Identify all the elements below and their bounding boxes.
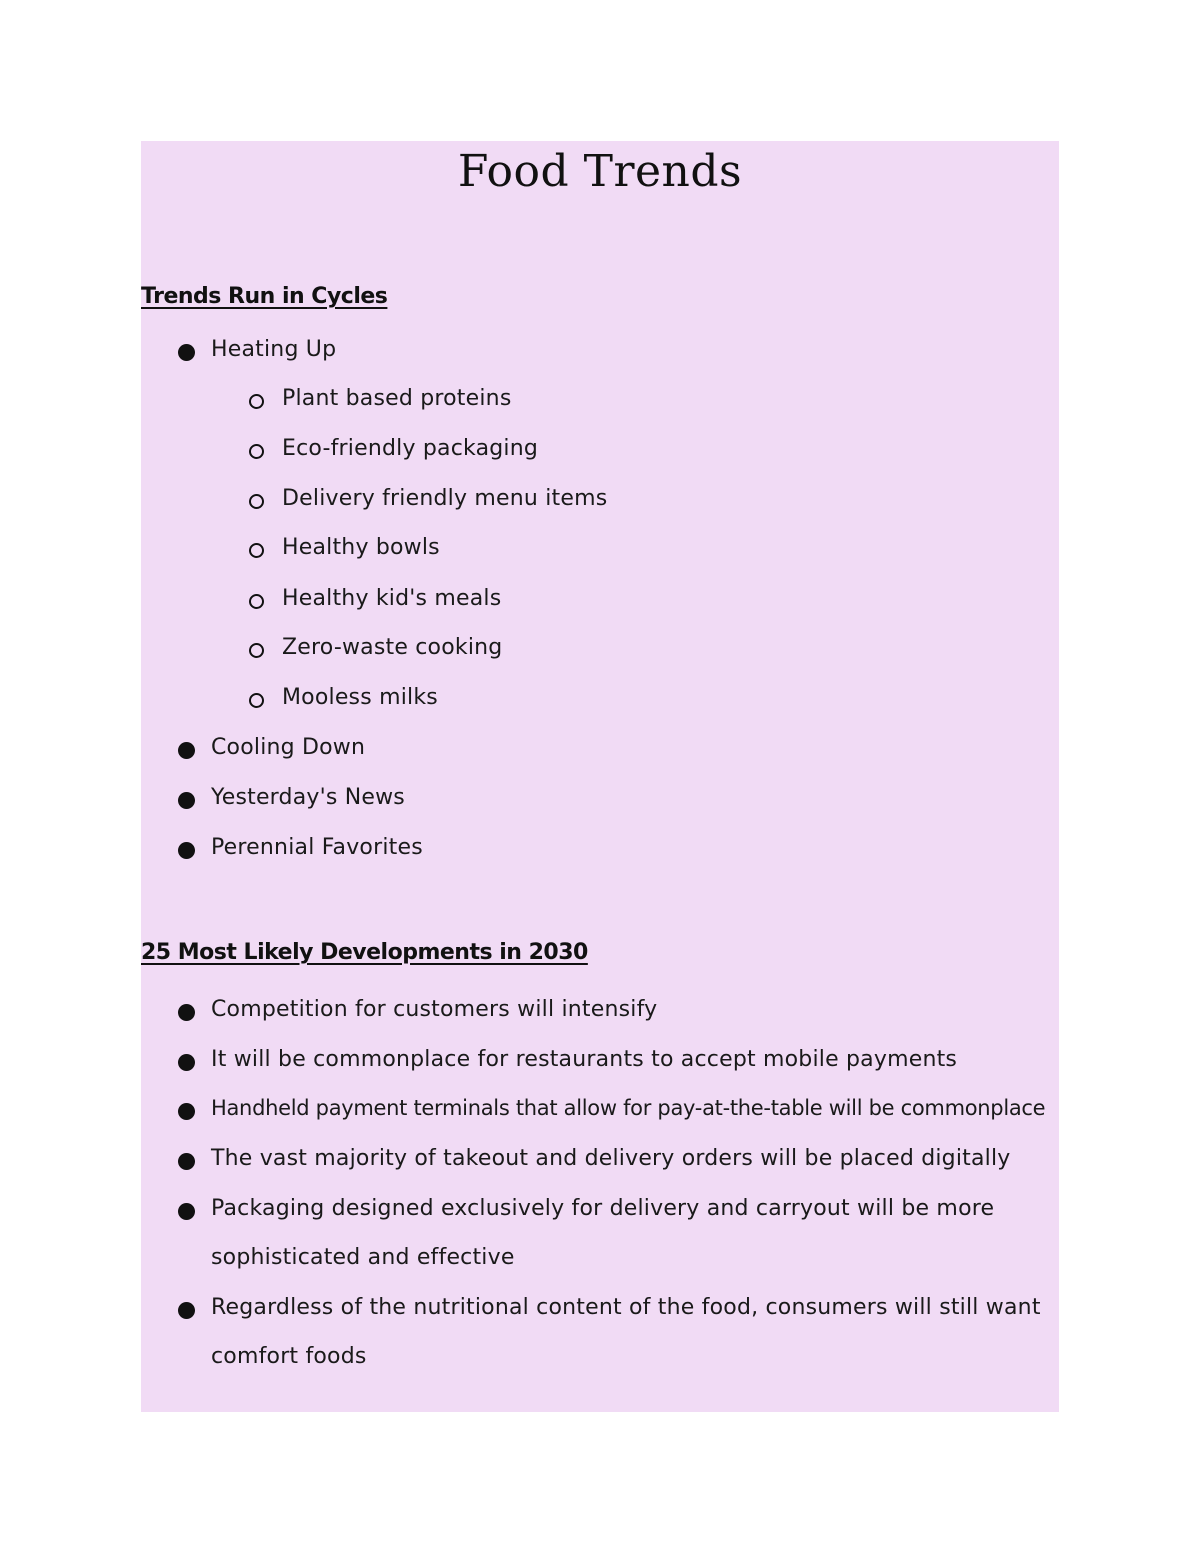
sub-list-item: Eco-friendly packaging <box>282 436 539 461</box>
list-item: The vast majority of takeout and delivery orders will be placed digitally <box>211 1146 1011 1171</box>
bullet-icon <box>178 742 195 759</box>
list-item-continuation: sophisticated and effective <box>211 1245 515 1270</box>
list-item: Handheld payment terminals that allow for pay-at-the-table will be commonplace <box>211 1096 1046 1120</box>
section-heading-trends-cycles: Trends Run in Cycles <box>141 284 388 309</box>
sub-list-item: Mooless milks <box>282 685 438 710</box>
sub-bullet-icon <box>249 594 264 609</box>
bullet-icon <box>178 1302 195 1319</box>
sub-bullet-icon <box>249 543 264 558</box>
sub-list-item: Plant based proteins <box>282 386 512 411</box>
bullet-icon <box>178 1004 195 1021</box>
sub-list-item: Zero-waste cooking <box>282 635 503 660</box>
bullet-icon <box>178 842 195 859</box>
section-heading-developments-2030: 25 Most Likely Developments in 2030 <box>141 940 588 965</box>
bullet-icon <box>178 1103 195 1120</box>
document-panel <box>141 141 1059 1412</box>
list-item-perennial-favorites: Perennial Favorites <box>211 835 423 860</box>
bullet-icon <box>178 1054 195 1071</box>
list-item: Regardless of the nutritional content of the food, consumers will still want <box>211 1295 1041 1320</box>
sub-bullet-icon <box>249 643 264 658</box>
sub-bullet-icon <box>249 444 264 459</box>
sub-list-item: Delivery friendly menu items <box>282 486 608 511</box>
page-title: Food Trends <box>457 146 743 197</box>
sub-bullet-icon <box>249 693 264 708</box>
sub-bullet-icon <box>249 394 264 409</box>
list-item: It will be commonplace for restaurants to accept mobile payments <box>211 1047 958 1072</box>
sub-list-item: Healthy kid's meals <box>282 586 502 611</box>
bullet-icon <box>178 1203 195 1220</box>
sub-list-item: Healthy bowls <box>282 535 440 560</box>
bullet-icon <box>178 344 195 361</box>
list-item-heating-up: Heating Up <box>211 337 337 362</box>
list-item-continuation: comfort foods <box>211 1344 367 1369</box>
sub-bullet-icon <box>249 494 264 509</box>
list-item-yesterdays-news: Yesterday's News <box>211 785 405 810</box>
list-item: Competition for customers will intensify <box>211 997 658 1022</box>
bullet-icon <box>178 1153 195 1170</box>
list-item-cooling-down: Cooling Down <box>211 735 366 760</box>
bullet-icon <box>178 792 195 809</box>
list-item: Packaging designed exclusively for delivery and carryout will be more <box>211 1196 995 1221</box>
